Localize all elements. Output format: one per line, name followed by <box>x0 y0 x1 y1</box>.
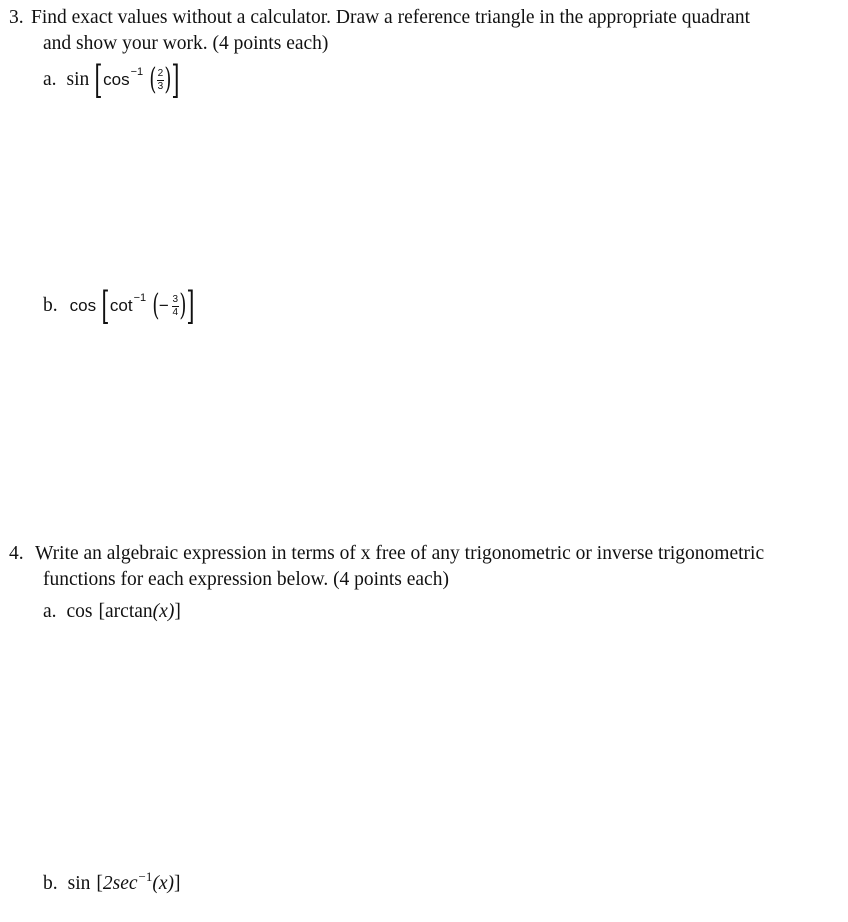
q3a-expression <box>43 60 179 100</box>
q4-text-line1: Write an algebraic expression in terms of x free of any trigonometric or inverse trigonometric <box>35 543 765 564</box>
q3a-frac-num: 2 <box>157 67 164 79</box>
q4b-arg: (x) <box>152 873 175 894</box>
q3a-frac-den: 3 <box>157 80 164 92</box>
q4b-right-bracket: ] <box>174 873 181 894</box>
q4b-left-bracket: [ <box>96 873 103 894</box>
q4a-func: arctan <box>105 601 153 622</box>
q3a-exponent: −1 <box>130 66 144 78</box>
q4b-label: b. <box>43 873 58 894</box>
q3b-left-bracket: [ <box>101 284 110 328</box>
q4-number: 4. <box>9 543 24 564</box>
q3a-right-paren: ) <box>164 62 172 97</box>
q3-text-line1: Find exact values without a calculator. Draw a reference triangle in the appropriate quadrant <box>31 7 751 28</box>
q4b-coef: 2 <box>102 873 113 894</box>
q3b-sign: − <box>158 296 169 315</box>
q3a-left-paren: ( <box>149 62 157 97</box>
q3a-fraction <box>157 69 164 92</box>
q3a-left-bracket: [ <box>94 58 103 102</box>
q4a-outer-func: cos <box>66 601 93 622</box>
q4b-outer-func: sin <box>67 873 91 894</box>
q4a-left-bracket: [ <box>98 601 106 622</box>
q4b-exponent: −1 <box>138 869 153 884</box>
q3a-outer-func: sin <box>66 69 90 90</box>
q3-number: 3. <box>9 7 24 28</box>
q3b-frac-num: 3 <box>172 293 179 305</box>
q3b-expression <box>43 286 194 326</box>
q3a-inner-func: cos <box>103 70 130 89</box>
q3b-inner-func: cot <box>109 296 133 315</box>
q4a-label: a. <box>43 601 57 622</box>
q3a-right-bracket: ] <box>170 58 180 102</box>
q4a-expression <box>43 598 181 626</box>
q3b-label: b. <box>43 295 58 316</box>
q3-text-line2: and show your work. (4 points each) <box>43 33 329 54</box>
q3a-label: a. <box>43 69 57 90</box>
q4a-right-bracket: ] <box>174 601 181 622</box>
q3b-outer-func: cos <box>69 296 97 315</box>
q3b-right-paren: ) <box>179 288 187 323</box>
q4b-expression <box>43 870 181 898</box>
q4b-func: sec <box>112 873 138 894</box>
q3-heading-line1 <box>9 6 750 30</box>
q3b-fraction <box>172 295 179 318</box>
q4-heading-line1 <box>9 542 764 566</box>
q3b-right-bracket: ] <box>185 284 195 328</box>
q4a-arg: (x) <box>152 601 175 622</box>
q3b-frac-den: 4 <box>172 306 179 318</box>
q4-text-line2: functions for each expression below. (4 points each) <box>43 569 449 590</box>
q3b-left-paren: ( <box>152 288 160 323</box>
q3b-exponent: −1 <box>133 292 147 304</box>
